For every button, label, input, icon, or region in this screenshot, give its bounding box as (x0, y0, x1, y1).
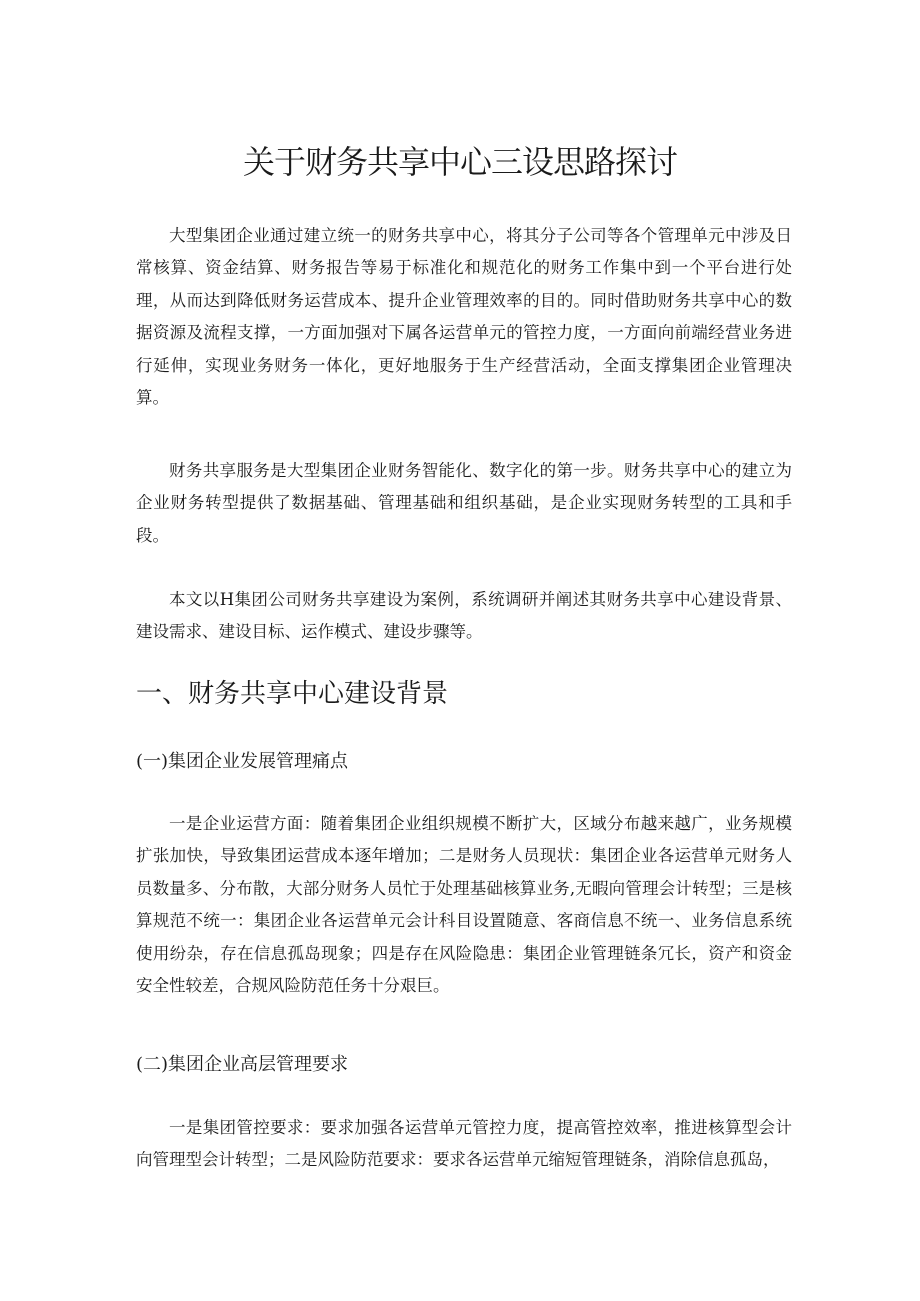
intro-paragraph-3: 本文以H集团公司财务共享建设为案例，系统调研并阐述其财务共享中心建设背景、建设需求、建设目标、运作模式、建设步骤等。 (136, 590, 792, 642)
document-title: 关于财务共享中心三设思路探讨 (242, 143, 677, 181)
section-heading-background: 一、财务共享中心建设背景 (136, 679, 449, 709)
intro-paragraph-1: 大型集团企业通过建立统一的财务共享中心，将其分子公司等各个管理单元中涉及日常核算、资金结算、财务报告等易于标准化和规范化的财务工作集中到一个平台进行处理，从而达到降低财务运营成本、提升企业管理效率的目的。同时借助财务共享中心的数据资源及流程支撑，一方面加强对下属各运营单元的管控力度，一方面向前端经营业务进行延伸，实现业务财务一体化，更好地服务于生产经营活动，全面支撑集团企业管理决算。 (136, 226, 792, 408)
intro-paragraph-2: 财务共享服务是大型集团企业财务智能化、数字化的第一步。财务共享中心的建立为企业财务转型提供了数据基础、管理基础和组织基础，是企业实现财务转型的工具和手段。 (136, 461, 792, 545)
management-requirements-paragraph: 一是集团管控要求：要求加强各运营单元管控力度，提高管控效率，推进核算型会计向管理型会计转型；二是风险防范要求：要求各运营单元缩短管理链条，消除信息孤岛， (136, 1118, 792, 1170)
subsection-heading-management-requirements: (二)集团企业高层管理要求 (136, 1054, 349, 1075)
pain-points-paragraph: 一是企业运营方面：随着集团企业组织规模不断扩大，区域分布越来越广，业务规模扩张加快，导致集团运营成本逐年增加；二是财务人员现状：集团企业各运营单元财务人员数量多、分布散，大部分财务人员忙于处理基础核算业务,无暇向管理会计转型；三是核算规范不统一：集团企业各运营单元会计科目设置随意、客商信息不统一、业务信息系统使用纷杂，存在信息孤岛现象；四是存在风险隐患：集团企业管理链条冗长，资产和资金安全性较差，合规风险防范任务十分艰巨。 (136, 814, 792, 996)
subsection-heading-pain-points: (一)集团企业发展管理痛点 (136, 751, 349, 772)
